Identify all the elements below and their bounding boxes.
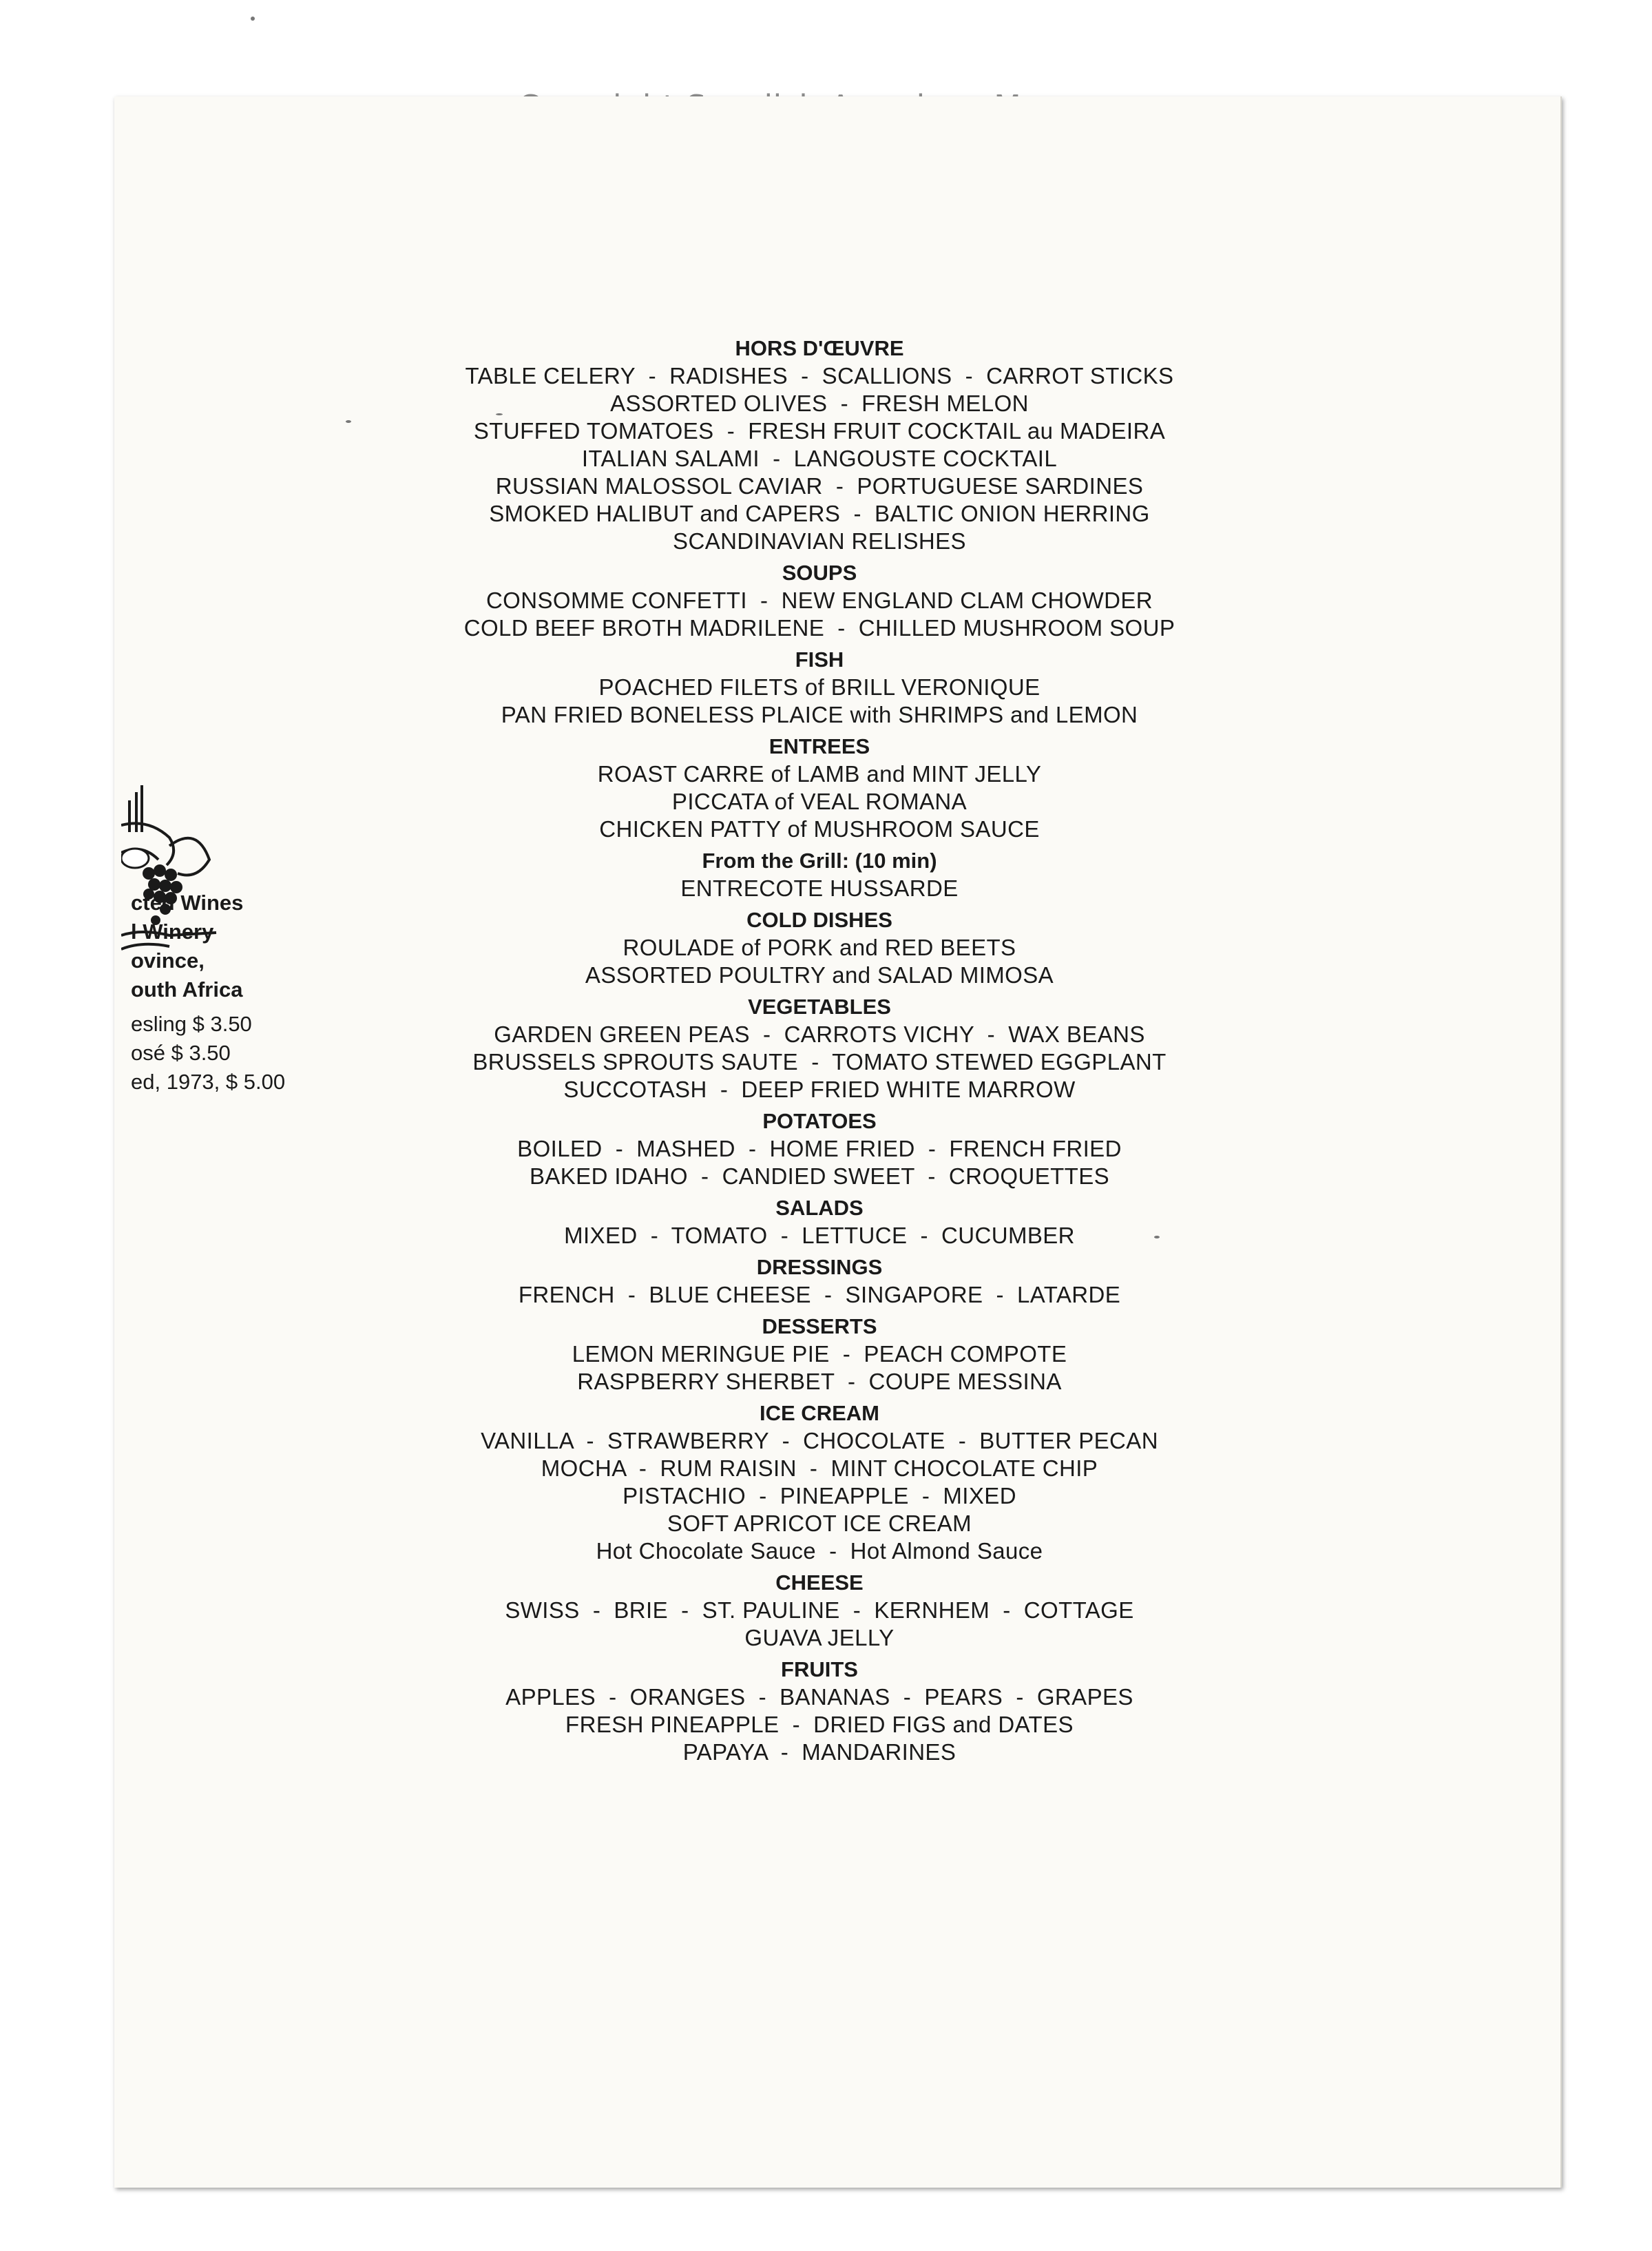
section-heading: VEGETABLES	[748, 995, 891, 1019]
dust-speck	[251, 17, 255, 21]
menu-item-line: GUAVA JELLY	[744, 1625, 895, 1650]
section-heading: From the Grill: (10 min)	[702, 849, 937, 873]
menu-item-line: LEMON MERINGUE PIE - PEACH COMPOTE	[572, 1341, 1067, 1367]
menu-item-line: SCANDINAVIAN RELISHES	[673, 528, 966, 554]
menu-item-line: SUCCOTASH - DEEP FRIED WHITE MARROW	[563, 1077, 1076, 1102]
menu-item-line: COLD BEEF BROTH MADRILENE - CHILLED MUSHROOM SOUP	[463, 615, 1175, 641]
menu-item-line: RASPBERRY SHERBET - COUPE MESSINA	[577, 1369, 1062, 1394]
menu-item-line: VANILLA - STRAWBERRY - CHOCOLATE - BUTTER PECAN	[481, 1428, 1158, 1453]
menu-item-line: CONSOMME CONFETTI - NEW ENGLAND CLAM CHOWDER	[485, 588, 1153, 613]
section-heading: CHEESE	[775, 1570, 864, 1595]
menu-item-line: FRESH PINEAPPLE - DRIED FIGS and DATES	[565, 1712, 1074, 1737]
section-heading: HORS D'ŒUVRE	[735, 336, 904, 360]
wine-list	[131, 889, 337, 1097]
menu-list	[372, 331, 1267, 1766]
wine-price: esling $ 3.50	[131, 1012, 252, 1036]
menu-item-line: ASSORTED POULTRY and SALAD MIMOSA	[585, 962, 1054, 988]
section-heading: SOUPS	[782, 561, 857, 585]
menu-item-line: MIXED - TOMATO - LETTUCE - CUCUMBER	[564, 1223, 1075, 1248]
wine-list-title: ovince,	[131, 948, 205, 973]
menu-item-line: PICCATA of VEAL ROMANA	[671, 789, 968, 814]
wine-price: osé $ 3.50	[131, 1041, 231, 1065]
section-heading: COLD DISHES	[746, 908, 892, 932]
wine-price: ed, 1973, $ 5.00	[131, 1070, 286, 1094]
menu-item-line: ENTRECOTE HUSSARDE	[680, 875, 959, 901]
menu-item-line: TABLE CELERY - RADISHES - SCALLIONS - CARROT STICKS	[465, 363, 1174, 388]
menu-item-line: PAPAYA - MANDARINES	[682, 1739, 956, 1765]
menu-item-line: ROAST CARRE of LAMB and MINT JELLY	[597, 761, 1042, 787]
menu-item-line: APPLES - ORANGES - BANANAS - PEARS - GRAPES	[505, 1684, 1133, 1710]
menu-item-line: SMOKED HALIBUT and CAPERS - BALTIC ONION HERRING	[489, 501, 1150, 526]
section-heading: DRESSINGS	[756, 1255, 883, 1279]
section-heading: FRUITS	[781, 1657, 858, 1681]
menu-item-line: MOCHA - RUM RAISIN - MINT CHOCOLATE CHIP	[541, 1455, 1098, 1481]
wine-list-title: l Winery	[131, 920, 214, 944]
menu-item-line: CHICKEN PATTY of MUSHROOM SAUCE	[599, 816, 1040, 842]
dust-speck	[346, 420, 351, 423]
section-heading: DESSERTS	[762, 1314, 877, 1338]
menu-item-line: RUSSIAN MALOSSOL CAVIAR - PORTUGUESE SARDINES	[495, 473, 1144, 499]
menu-item-line: Hot Chocolate Sauce - Hot Almond Sauce	[596, 1538, 1043, 1564]
menu-item-line: SOFT APRICOT ICE CREAM	[667, 1511, 972, 1536]
menu-item-line: ASSORTED OLIVES - FRESH MELON	[610, 391, 1029, 416]
section-heading: POTATOES	[762, 1109, 877, 1133]
menu-item-line: PISTACHIO - PINEAPPLE - MIXED	[623, 1483, 1016, 1508]
menu-item-line: BAKED IDAHO - CANDIED SWEET - CROQUETTES	[529, 1163, 1110, 1189]
wine-list-title: outh Africa	[131, 977, 243, 1002]
menu-item-line: BRUSSELS SPROUTS SAUTE - TOMATO STEWED EGGPLANT	[472, 1049, 1167, 1075]
menu-item-line: FRENCH - BLUE CHEESE - SINGAPORE - LATARDE	[518, 1282, 1121, 1307]
menu-item-line: BOILED - MASHED - HOME FRIED - FRENCH FRIED	[517, 1136, 1122, 1161]
menu-item-line: ROULADE of PORK and RED BEETS	[623, 935, 1016, 960]
menu-item-line: GARDEN GREEN PEAS - CARROTS VICHY - WAX BEANS	[494, 1021, 1145, 1047]
section-heading: ENTREES	[769, 734, 870, 758]
menu-item-line: STUFFED TOMATOES - FRESH FRUIT COCKTAIL au MADEIRA	[473, 418, 1166, 444]
menu-item-line: SWISS - BRIE - ST. PAULINE - KERNHEM - COTTAGE	[505, 1597, 1134, 1623]
section-heading: ICE CREAM	[760, 1401, 879, 1425]
section-heading: FISH	[795, 647, 844, 672]
menu-item-line: ITALIAN SALAMI - LANGOUSTE COCKTAIL	[581, 446, 1058, 471]
wine-list-title: cted Wines	[131, 891, 244, 915]
section-heading: SALADS	[775, 1196, 864, 1220]
menu-item-line: POACHED FILETS of BRILL VERONIQUE	[598, 674, 1041, 700]
menu-item-line: PAN FRIED BONELESS PLAICE with SHRIMPS and LEMON	[501, 702, 1138, 727]
